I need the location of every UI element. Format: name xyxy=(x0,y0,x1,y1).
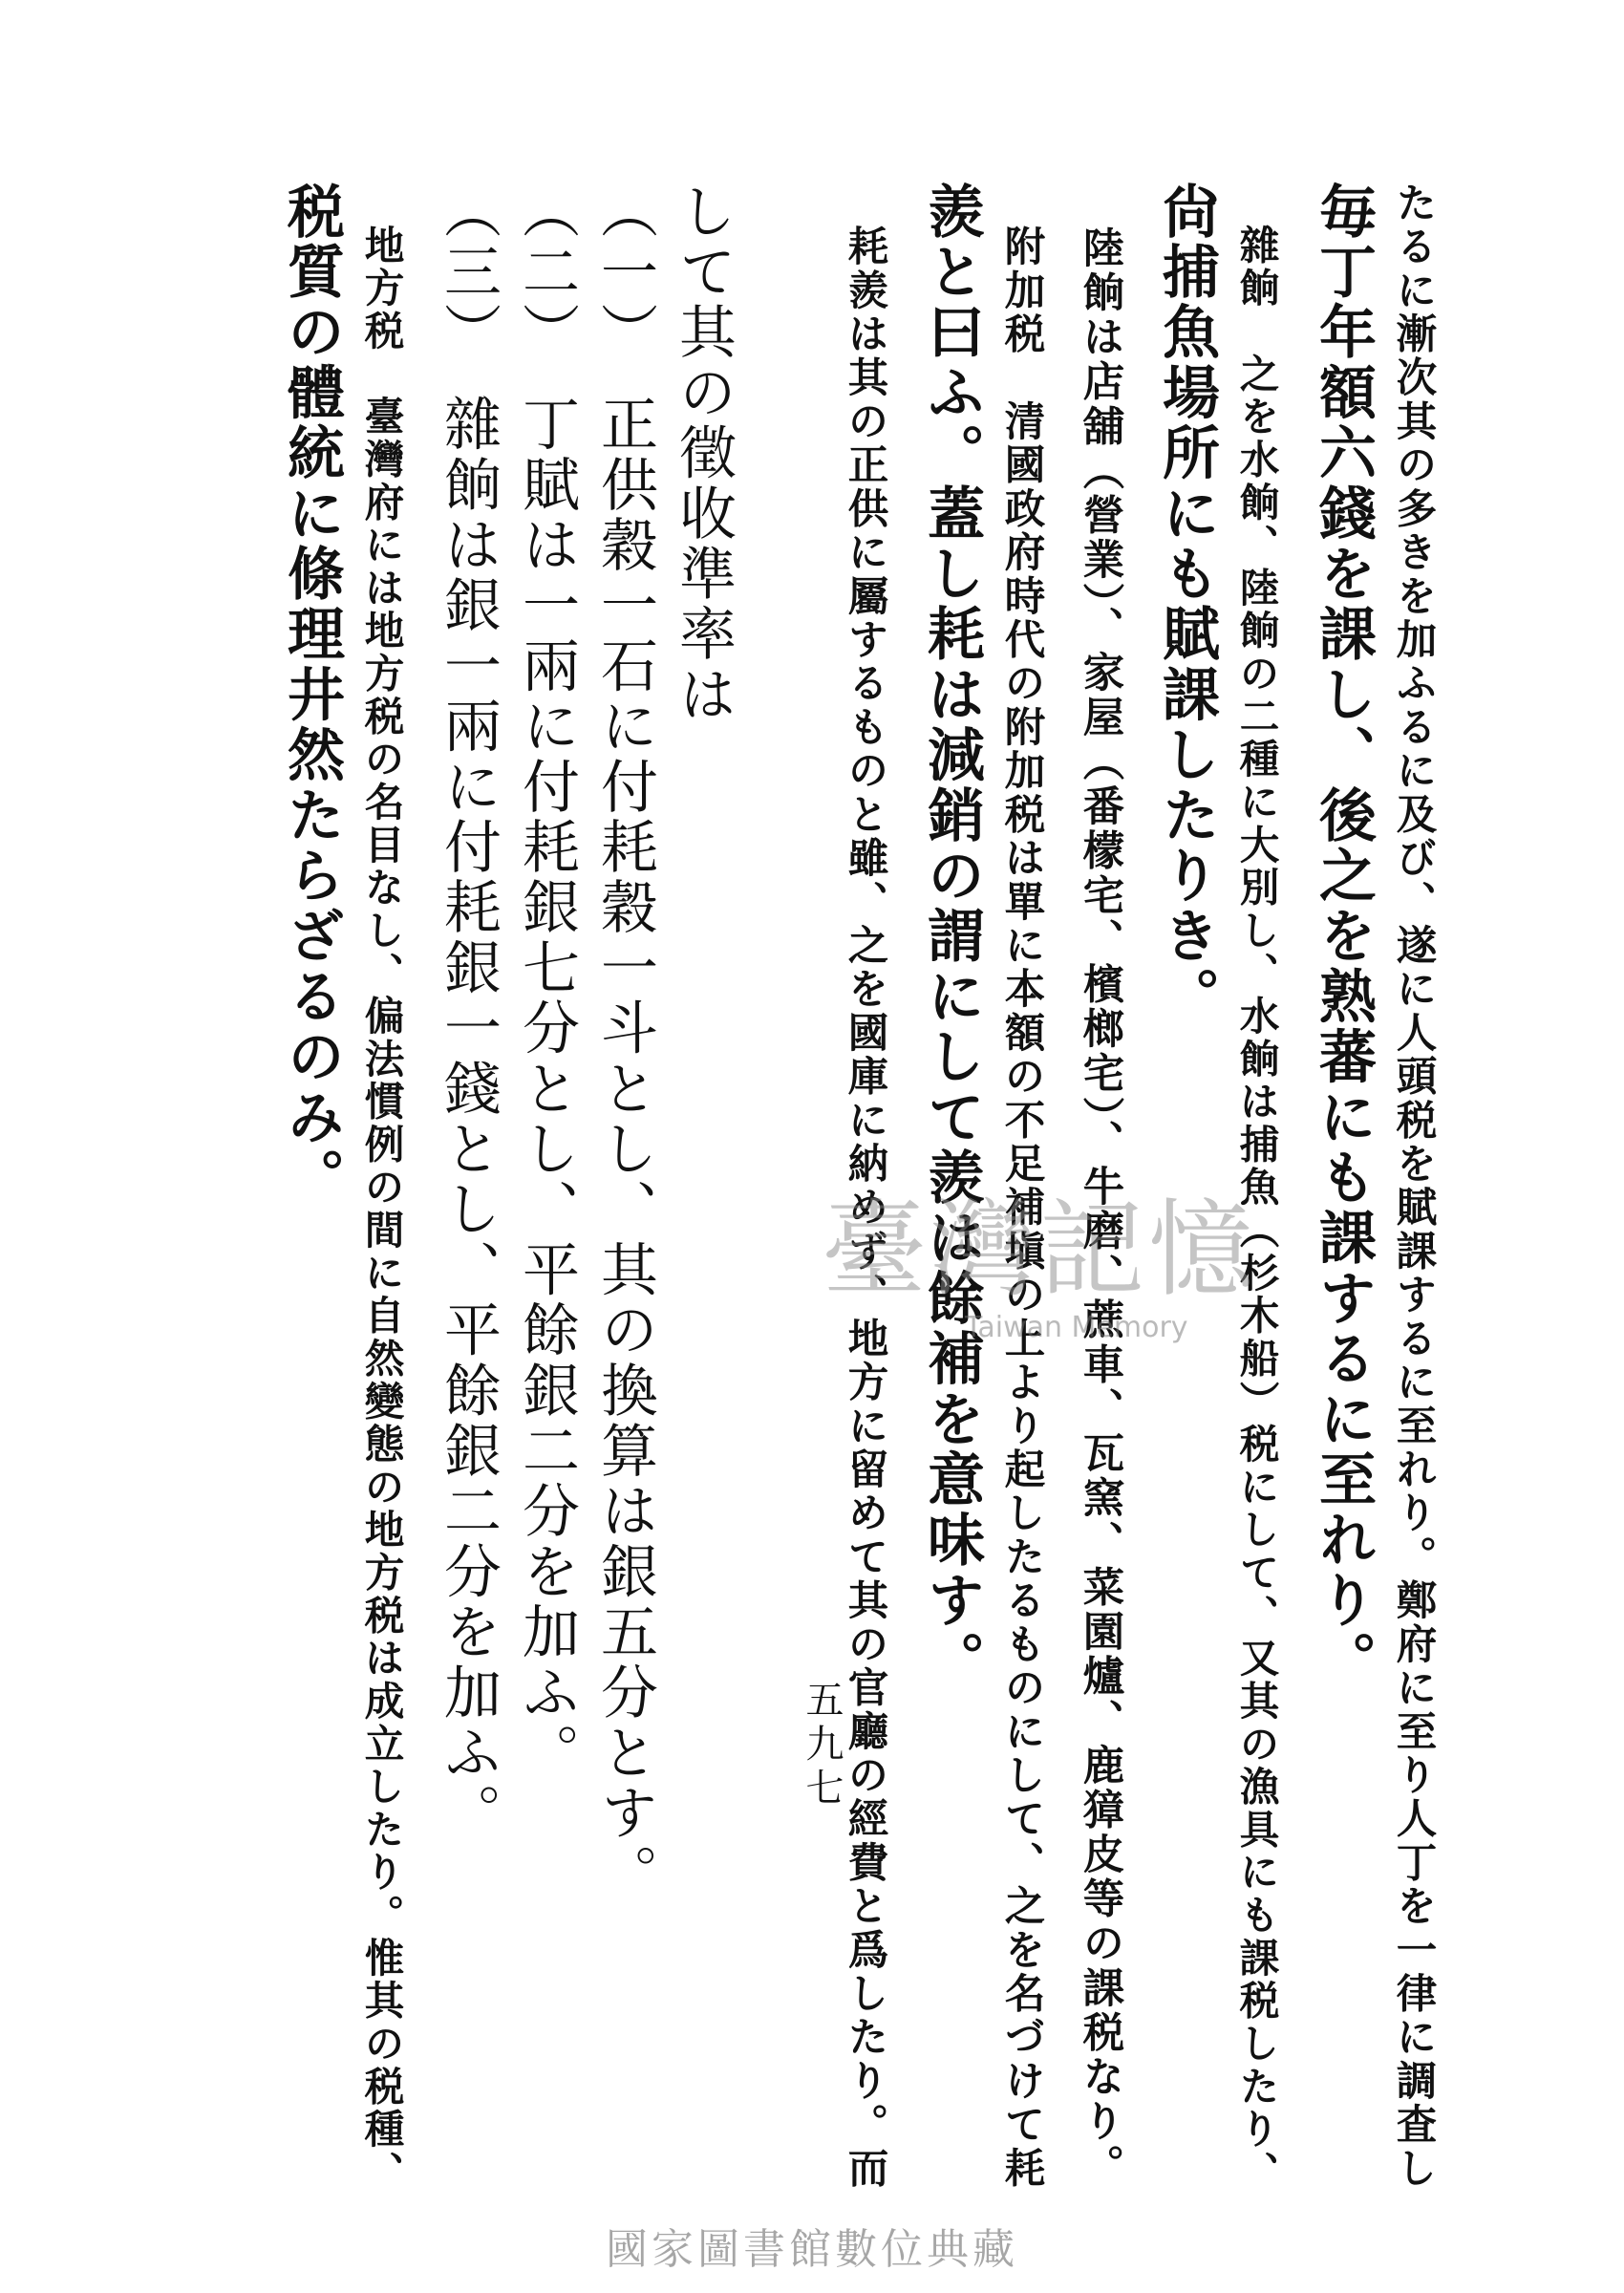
text-line-4: 尙捕魚場所にも賦課したりき。 xyxy=(1153,182,1220,1027)
watermark-english: Taiwan Memory xyxy=(965,1311,1188,1344)
text-line-14: 税質の體統に條理井然たらざるのみ。 xyxy=(278,182,345,1209)
text-line-5: 陸餉は店舖（營業）、家屋（番檬宅、檳榔宅）、牛磨、蔗車、瓦窯、菜園爐、鹿獐皮等の課税なり。 xyxy=(1076,182,1125,2189)
footer-credit: 國家圖書館數位典藏 xyxy=(606,2225,1018,2274)
text-line-7: 羨と曰ふ。蓋し耗は減銷の謂にして羨は餘補を意味す。 xyxy=(918,182,985,1691)
list-item-3: （三） 雜餉は銀一兩に付耗銀一錢とし、平餘銀二分を加ふ。 xyxy=(435,182,502,1844)
text-line-2: 毎丁年額六錢を課し、後之を熟蕃にも課するに至れり。 xyxy=(1310,182,1377,1691)
text-line-8: 耗羨は其の正供に屬するものと雖、之を國庫に納めず、地方に留めて其の官廳の經費と爲したり。而 xyxy=(841,182,889,2191)
text-line-13: 地方税 臺灣府には地方税の名目なし、偏法慣例の間に自然變態の地方税は成立したり。惟其の税種、 xyxy=(357,182,405,2195)
watermark-logo: 臺灣記憶 xyxy=(822,1189,1257,1311)
text-line-6: 附加税 清國政府時代の附加税は單に本額の不足補塡の上より起したるものにして、之を名づけて耗 xyxy=(997,182,1046,2191)
text-line-9: して其の徵收準率は xyxy=(670,182,737,725)
page-number: 五九七 xyxy=(800,1680,844,1811)
text-line-1: たるに漸次其の多きを加ふるに及び、遂に人頭税を賦課するに至れり。鄭府に至り人丁を一律に調査し xyxy=(1389,182,1438,2191)
list-item-2: （二） 丁賦は一兩に付耗銀七分とし、平餘銀二分を加ふ。 xyxy=(513,182,580,1784)
text-line-3: 雜餉 之を水餉、陸餉の二種に大別し、水餉は捕魚（杉木船）税にして、又其の漁具にも課税したり、 xyxy=(1232,182,1280,2195)
list-item-1: （一） 正供穀一石に付耗穀一斗とし、其の換算は銀五分とす。 xyxy=(591,182,658,1904)
